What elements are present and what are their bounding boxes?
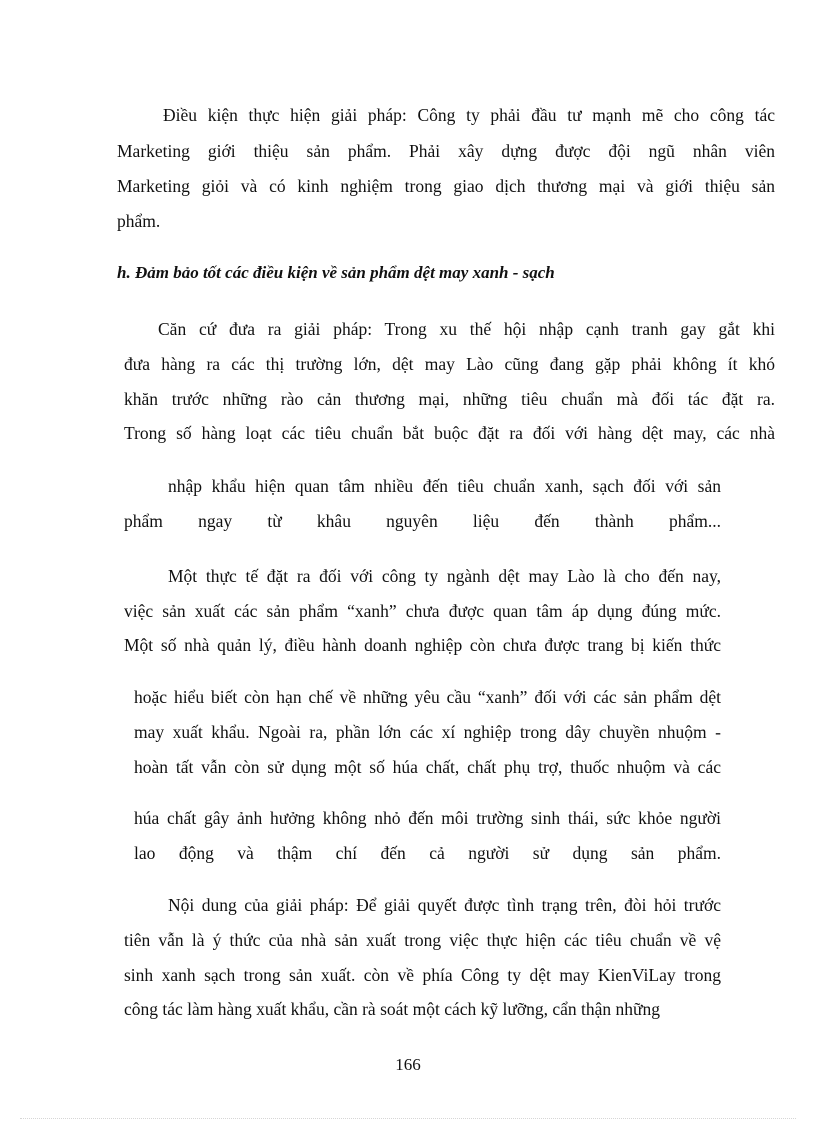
paragraph-1-line-1: Điều kiện thực hiện giải pháp: Công ty phải đầu tư mạnh mẽ cho công tác [163, 105, 775, 125]
paragraph-1-line-2: Marketing giới thiệu sản phẩm. Phải xây dựng được đội ngũ nhân viên [117, 141, 775, 161]
paragraph-3-line-6: hoàn tất vẫn còn sử dụng một số húa chất, chất phụ trợ, thuốc nhuộm và các [134, 757, 721, 777]
section-heading: h. Đảm bảo tốt các điều kiện về sản phẩm dệt may xanh - sạch [117, 263, 555, 282]
paragraph-1-line-3: Marketing giỏi và có kinh nghiệm trong giao dịch thương mại và giới thiệu sản [117, 176, 775, 196]
paragraph-2-line-2: đưa hàng ra các thị trường lớn, dệt may Lào cũng đang gặp phải không ít khó [124, 354, 775, 374]
paragraph-4-line-2: tiên vẫn là ý thức của nhà sản xuất trong việc thực hiện các tiêu chuẩn về vệ [124, 930, 721, 950]
paragraph-3-line-1: Một thực tế đặt ra đối với công ty ngành dệt may Lào là cho đến nay, [168, 566, 721, 586]
paragraph-4-line-4: công tác làm hàng xuất khẩu, cần rà soát một cách kỹ lưỡng, cẩn thận những [124, 999, 661, 1019]
paragraph-3-line-3: Một số nhà quản lý, điều hành doanh nghiệp còn chưa được trang bị kiến thức [124, 635, 721, 655]
page-number: 166 [395, 1055, 421, 1074]
paragraph-2-line-4: Trong số hàng loạt các tiêu chuẩn bắt buộc đặt ra đối với hàng dệt may, các nhà [124, 423, 775, 443]
paragraph-3-line-4: hoặc hiểu biết còn hạn chế về những yêu cầu “xanh” đối với các sản phẩm dệt [134, 687, 721, 707]
paragraph-3-line-7: húa chất gây ảnh hưởng không nhỏ đến môi trường sinh thái, sức khỏe người [134, 808, 721, 828]
paragraph-3-line-8: lao động và thậm chí đến cả người sử dụng sản phẩm. [134, 843, 721, 863]
paragraph-2-line-3: khăn trước những rào cản thương mại, những tiêu chuẩn mà đối tác đặt ra. [124, 389, 775, 409]
paragraph-3-line-2: việc sản xuất các sản phẩm “xanh” chưa được quan tâm áp dụng đúng mức. [124, 601, 721, 621]
paragraph-2-line-5: nhập khẩu hiện quan tâm nhiều đến tiêu chuẩn xanh, sạch đối với sản [168, 476, 721, 496]
paragraph-1-line-4: phẩm. [117, 211, 161, 231]
paragraph-2-line-1: Căn cứ đưa ra giải pháp: Trong xu thế hội nhập cạnh tranh gay gắt khi [158, 319, 775, 339]
paragraph-2-line-6: phẩm ngay từ khâu nguyên liệu đến thành phẩm... [124, 511, 721, 531]
paragraph-4-line-1: Nội dung của giải pháp: Để giải quyết được tình trạng trên, đòi hỏi trước [168, 895, 721, 915]
page-bottom-divider [20, 1118, 796, 1119]
paragraph-3-line-5: may xuất khẩu. Ngoài ra, phần lớn các xí nghiệp trong dây chuyền nhuộm - [134, 722, 721, 742]
paragraph-4-line-3: sinh xanh sạch trong sản xuất. còn về phía Công ty dệt may KienViLay trong [124, 965, 721, 985]
